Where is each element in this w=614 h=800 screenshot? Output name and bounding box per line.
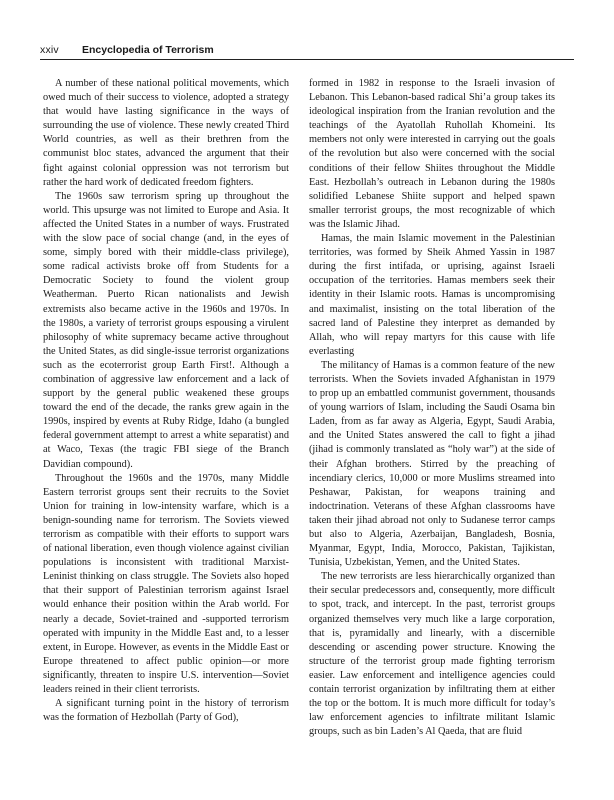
paragraph: The new terrorists are less hierarchically organized than their secular predecessors and, consequently, more difficult to spot, track, and intercept. In the past, terrorist groups organized themselves very much like a large corporation, that is, pyramidally and linearly, with a discernible descending or ascending power structure. Knowing the structure of the terrorist group made fighting terrorism easier. Law enforcement and intelligence agencies could contain terrorist organization by infiltrating them at either the top or the bottom. It is much more difficult for today’s law enforcement agencies to infiltrate militant Islamic groups, such as bin Laden’s Al Qaeda, that are fluid (309, 571, 555, 738)
paragraph: Hamas, the main Islamic movement in the Palestinian territories, was formed by Sheik Ahmed Yassin in 1987 during the first intifada, or uprising, against Israeli occupation of the territories. Hamas members seek their identity in their Islamic roots. Hamas is uncompromising and maximalist, insisting on the total liberation of the sacred land of Palestine they interpret as demanded by Allah, who will repay martyrs for this cause with life everlasting (309, 233, 555, 357)
left-column (43, 77, 289, 725)
paragraph: The militancy of Hamas is a common feature of the new terrorists. When the Soviets invaded Afghanistan in 1979 to prop up an embattled communist government, thousands of young warriors of Islam, including the Saudi Osama bin Laden, from as far away as Algeria, Egypt, Saudi Arabia, and the United States answered the call to fight a jihad (jihad is commonly translated as “holy war”) at the side of their Afghan brothers. Stirred by the preaching of incendiary clerics, 10,000 or more Muslims streamed into Peshawar, Pakistan, for weapons training and indoctrination. Veterans of these Afghan classrooms have taken their jihad abroad not only to Sudanese terror camps but also to Algeria, Azerbaijan, Bangladesh, Bosnia, Myanmar, Egypt, India, Morocco, Pakistan, Tajikistan, Tunisia, Uzbekistan, Yemen, and the United States. (309, 359, 555, 569)
paragraph: A significant turning point in the history of terrorism was the formation of Hezbollah (Party of God), (43, 698, 289, 724)
paragraph: The 1960s saw terrorism spring up throughout the world. This upsurge was not limited to Europe and Asia. It affected the United States in a number of ways. Frustrated with the slow pace of social change (and, in the eyes of some, simply bored with their middle-class privilege), some radical activists broke off from Students for a Democratic Society to found the violent group Weatherman. Puerto Rican nationalists and Jewish extremists also became active in the 1960s and 1970s. In the 1980s, a variety of terrorist groups espousing a virulent philosophy of white supremacy became active throughout the United States, as did single-issue terrorist organizations such as the ecoterrorist group Earth First!. Although a combination of aggressive law enforcement and a lack of support by the general public weakened these groups toward the end of the decade, the ranks grew again in the 1990s, inspired by events at Ruby Ridge, Idaho (a bungled federal government attempt to arrest a white separatist) and at Waco, Texas (the tragic FBI siege of the Branch Davidian compound). (43, 190, 289, 470)
header-rule (40, 59, 574, 60)
paragraph: A number of these national political movements, which owed much of their success to violence, adopted a strategy that would have lasting significance in the ways of surrounding the use of violence. These newly created Third World countries, as well as their brethren from the communist bloc states, advanced the argument that their fight against colonial oppression was not terrorism but rather the hard work of dedicated freedom fighters. (43, 78, 289, 188)
paragraph-continued: formed in 1982 in response to the Israeli invasion of Lebanon. This Lebanon-based radical Shi’a group takes its ideological inspiration from the Iranian revolution and the teachings of the Ayatollah Ruhollah Khomeini. Its members not only were interested in carrying out the goals of the revolution but also were concerned with the social conditions of their fellow Shiites throughout the Middle East. Hezbollah’s outreach in Lebanon during the 1980s solidified Lebanese Shiite support and helped spawn smaller terrorist groups, the most recognizable of which was the Islamic Jihad. (309, 78, 555, 230)
running-title: Encyclopedia of Terrorism (82, 44, 214, 56)
running-header (40, 44, 574, 60)
page-number: xxiv (40, 44, 59, 56)
paragraph: Throughout the 1960s and the 1970s, many Middle Eastern terrorist groups sent their recruits to the Soviet Union for training in low-intensity warfare, which is a benign-sounding name for terrorism. The Soviets viewed terrorism as compatible with their efforts to support wars of national liberation, even though violence against civilian populations is inconsistent with traditional Marxist-Leninist thinking on class struggle. The Soviets also hoped that their support of Palestinian terrorism against Israel would enhance their position within the Arab world. For nearly a decade, Soviet-trained and -supported terrorism operated with impunity in the Middle East and, to a lesser extent, in Europe. However, as events in the Middle East or Europe threatened to affect public opinion—or more significantly, threaten to inspire U.S. intervention—Soviet leaders reined in their client terrorists. (43, 472, 289, 696)
right-column (309, 77, 555, 739)
